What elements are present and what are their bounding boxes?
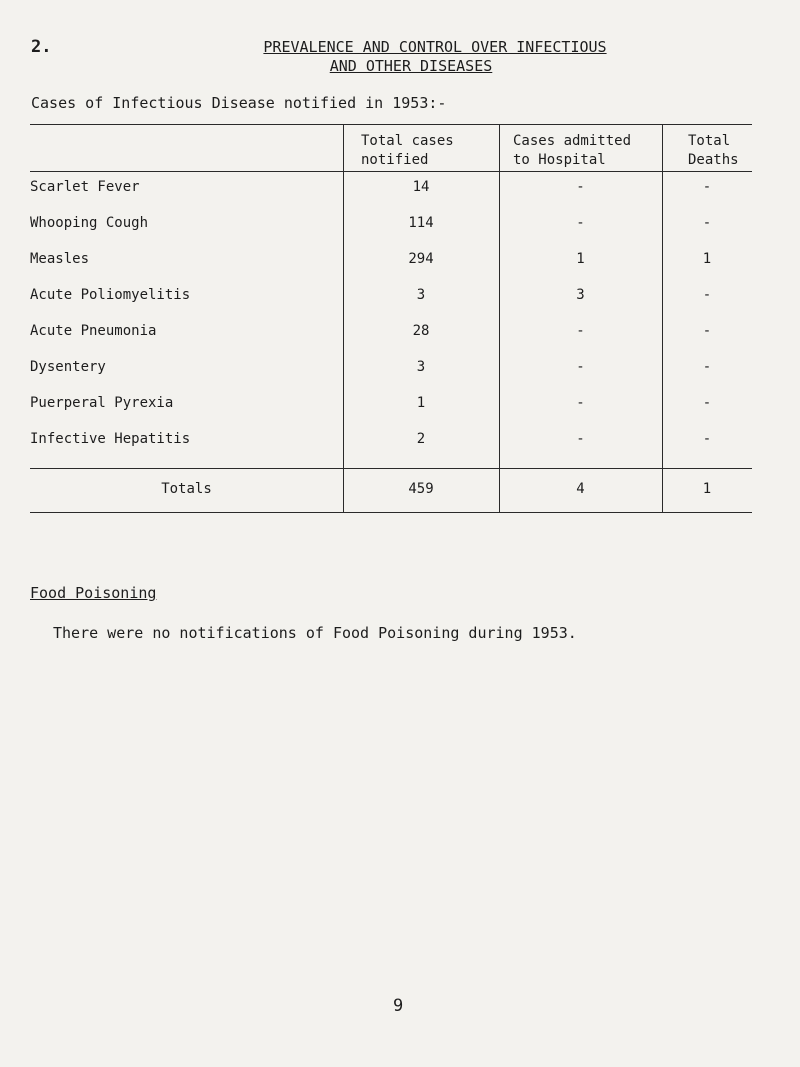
disease-table: [30, 124, 752, 512]
food-poisoning-text: There were no notifications of Food Poisoning during 1953.: [53, 624, 577, 642]
cell-notified: 28: [412, 323, 430, 339]
food-poisoning-title: Food Poisoning: [30, 584, 157, 602]
cell-hospital: 1: [576, 251, 585, 267]
cell-notified: 294: [408, 251, 434, 267]
row-disease-label: Acute Poliomyelitis: [30, 287, 191, 303]
cell-deaths: -: [702, 431, 712, 447]
cell-deaths: -: [702, 395, 712, 411]
cell-deaths: 1: [702, 251, 712, 267]
table-bottom-rule: [30, 512, 752, 513]
row-disease-label: Infective Hepatitis: [30, 431, 191, 447]
table-top-rule: [30, 124, 752, 125]
totals-label: Totals: [161, 481, 212, 497]
row-disease-label: Puerperal Pyrexia: [30, 395, 174, 411]
cell-hospital: -: [576, 323, 585, 339]
cell-deaths: -: [702, 359, 712, 375]
cell-deaths: -: [702, 287, 712, 303]
table-totals-rule: [30, 468, 752, 469]
header-total-deaths: Total Deaths: [688, 133, 739, 168]
intro-text: Cases of Infectious Disease notified in 1953:-: [31, 94, 447, 112]
row-disease-label: Whooping Cough: [30, 215, 149, 231]
header-total-cases: Total cases notified: [361, 133, 454, 168]
cell-notified: 114: [408, 215, 434, 231]
cell-hospital: -: [576, 431, 585, 447]
row-disease-label: Acute Pneumonia: [30, 323, 157, 339]
cell-hospital: -: [576, 395, 585, 411]
row-disease-label: Measles: [30, 251, 90, 267]
cell-notified: 3: [416, 287, 426, 303]
row-disease-label: Scarlet Fever: [30, 179, 140, 195]
row-disease-label: Dysentery: [30, 359, 106, 375]
section-number: 2.: [31, 37, 52, 57]
cell-hospital: -: [576, 359, 585, 375]
totals-notified: 459: [408, 481, 434, 497]
cell-notified: 14: [412, 179, 430, 195]
cell-deaths: -: [702, 215, 712, 231]
cell-hospital: -: [576, 215, 585, 231]
section-title-line1: PREVALENCE AND CONTROL OVER INFECTIOUS: [263, 38, 607, 56]
header-cases-admitted: Cases admitted to Hospital: [513, 133, 632, 168]
cell-deaths: -: [702, 323, 712, 339]
table-header-rule: [30, 171, 752, 172]
cell-notified: 2: [416, 431, 426, 447]
cell-hospital: -: [576, 179, 585, 195]
totals-hospital: 4: [576, 481, 585, 497]
section-title-line2: AND OTHER DISEASES: [329, 57, 493, 75]
cell-deaths: -: [702, 179, 712, 195]
page-number: 9: [393, 996, 404, 1016]
cell-notified: 1: [416, 395, 426, 411]
cell-hospital: 3: [576, 287, 585, 303]
cell-notified: 3: [416, 359, 426, 375]
totals-deaths: 1: [702, 481, 712, 497]
